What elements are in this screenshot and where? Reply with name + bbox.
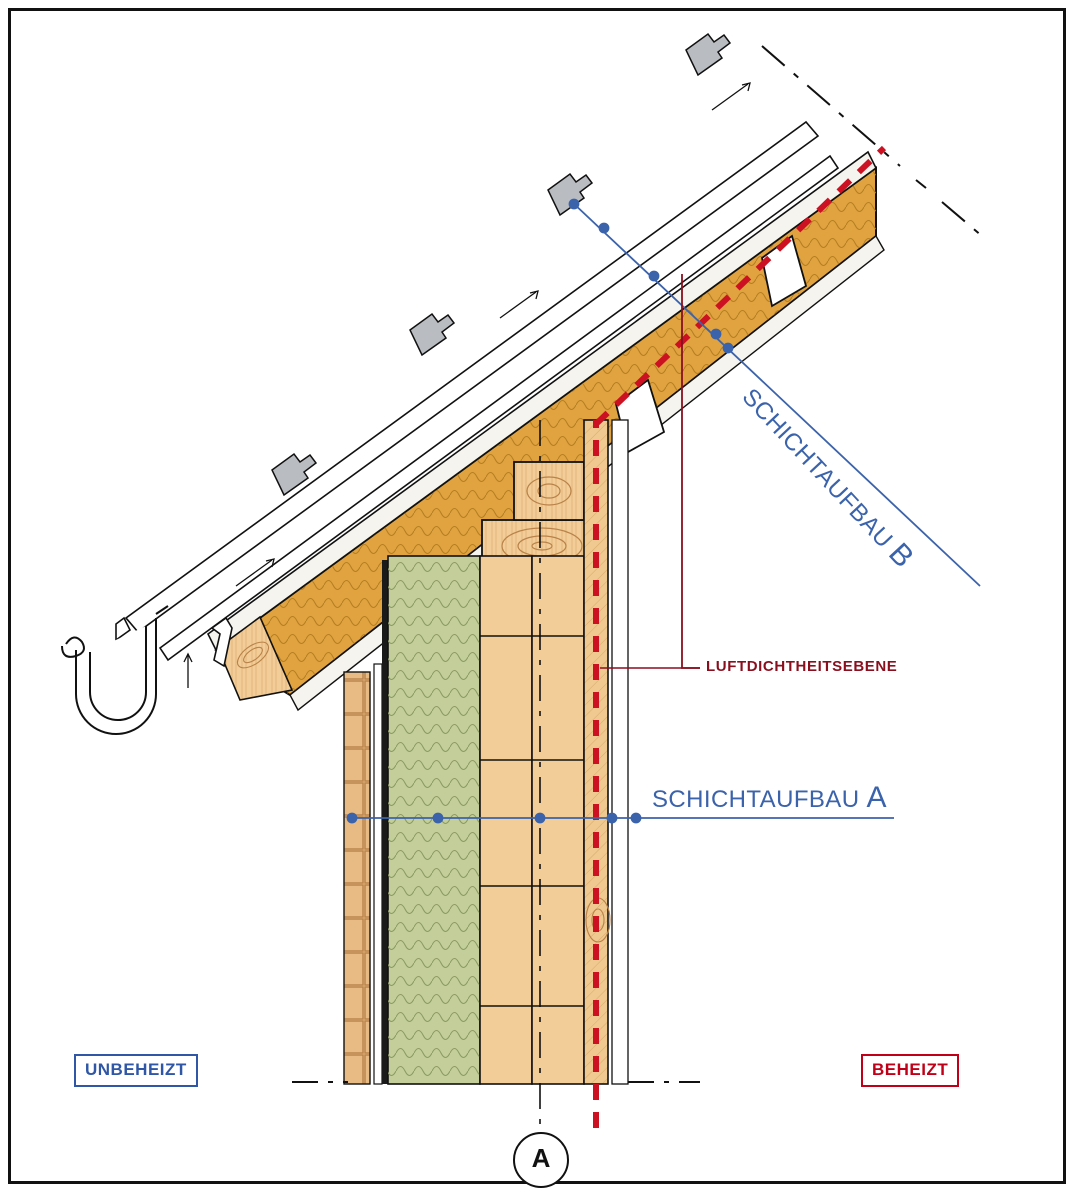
status-badge-unheated: UNBEHEIZT bbox=[74, 1054, 198, 1087]
status-badge-heated: BEHEIZT bbox=[861, 1054, 959, 1087]
section-marker-a bbox=[513, 1132, 569, 1188]
section-marker-a-label: A bbox=[531, 1143, 551, 1173]
label-schichtaufbau-a-letter: A bbox=[866, 781, 887, 814]
label-schichtaufbau-a-text: SCHICHTAUFBAU bbox=[652, 786, 860, 813]
label-schichtaufbau-b-letter: B bbox=[882, 536, 921, 575]
label-schichtaufbau-b-text: SCHICHTAUFBAU bbox=[736, 383, 898, 554]
gutter bbox=[62, 606, 168, 734]
label-schichtaufbau-a bbox=[652, 781, 887, 815]
label-luftdichtheitsebene: LUFTDICHTHEITSEBENE bbox=[706, 658, 898, 675]
